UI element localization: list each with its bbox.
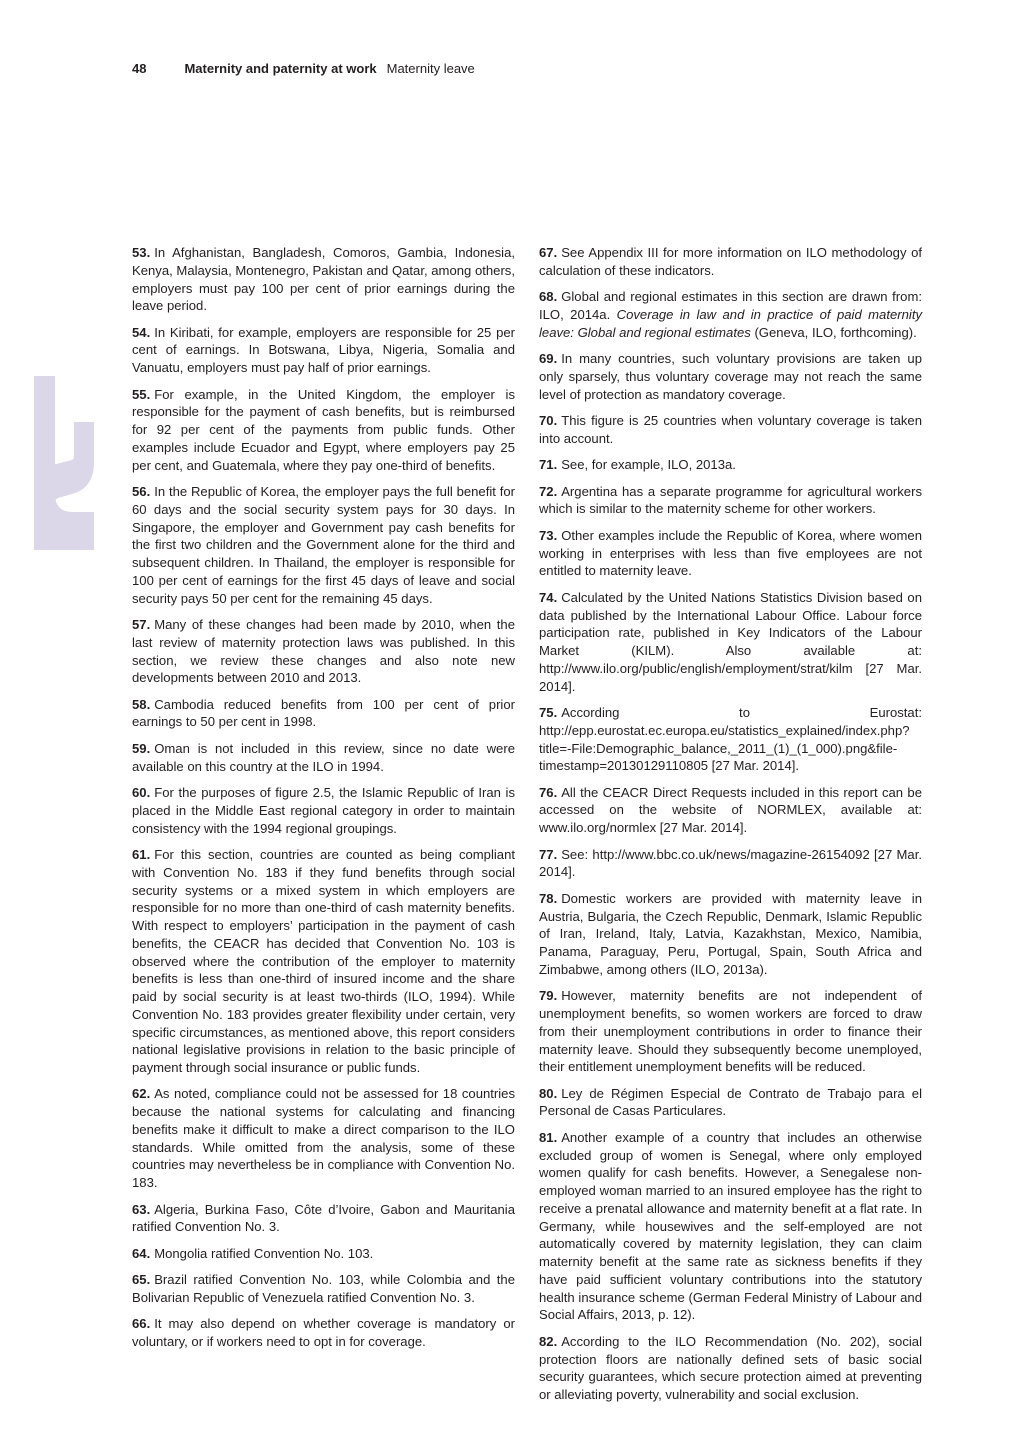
footnote-78	[539, 890, 922, 979]
footnote-number: 67.	[539, 245, 558, 260]
footnote-61	[132, 846, 515, 1077]
footnote-77	[539, 846, 922, 882]
footnote-81	[539, 1129, 922, 1324]
footnote-text: In Kiribati, for example, employers are responsible for 25 per cent of earnings. In Botswana, Libya, Nigeria, Somalia and Vanuatu, employers must pay half of prior earnings.	[132, 324, 515, 376]
footnote-76	[539, 784, 922, 837]
footnote-number: 63.	[132, 1201, 151, 1217]
footnote-text: Another example of a country that includes an otherwise excluded group of women is Senegal, where only employed women qualify for cash benefits. However, a Senegalese non-employed woman married to an insured employee has the right to receive a prenatal allowance and maternity benefit at a flat rate. In Germany, while housewives and the self-employed are not automatically covered by maternity legislation, they can claim maternity benefit at the same rate as sickness benefits if they have paid sufficient voluntary contributions into the statutory health insurance scheme (German Federal Ministry of Labour and Social Affairs, 2013, p. 12).	[539, 1129, 922, 1323]
footnote-text: Many of these changes had been made by 2010, when the last review of maternity protection laws was published. In this section, we review these changes and also note new developments between 2010 and 2013.	[132, 617, 515, 686]
footnote-64	[132, 1245, 515, 1263]
footnote-53	[132, 244, 515, 315]
footnote-68	[539, 288, 922, 341]
footnote-71	[539, 456, 922, 474]
footnote-text: Other examples include the Republic of Korea, where women working in enterprises with less than five employees are not entitled to maternity leave.	[539, 527, 922, 579]
footnote-number: 54.	[132, 324, 151, 340]
footnote-text: According to Eurostat: http://epp.eurostat.ec.europa.eu/statistics_explained/index.php?title=-File:Demographic_balance,_2011_(1)_(1_000).png&file-timestamp=20130129110805 [27 Mar. 2014].	[539, 705, 922, 774]
footnote-number: 82.	[539, 1333, 558, 1349]
footnote-text: In the Republic of Korea, the employer pays the full benefit for 60 days and the social security system pays for 30 days. In Singapore, the employer and Government pay cash benefits for the first two children and the Government alone for the third and subsequent children. In Thailand, the employer is responsible for 100 per cent of earnings for the first 45 days of leave and social security pays 50 per cent for the remaining 45 days.	[132, 484, 515, 606]
footnote-text-continued: (Geneva, ILO, forthcoming).	[750, 324, 917, 340]
footnote-79	[539, 987, 922, 1076]
footnote-70	[539, 412, 922, 448]
footnote-italic-title: Coverage in law and in practice of paid maternity leave: Global and regional estimates	[539, 306, 922, 340]
footnote-60	[132, 784, 515, 837]
footnote-55	[132, 386, 515, 475]
footnote-58	[132, 696, 515, 732]
footnote-number: 75.	[539, 705, 558, 720]
footnote-number: 80.	[539, 1085, 558, 1101]
footnote-text: Global and regional estimates in this section are drawn from: ILO, 2014a.	[539, 289, 922, 322]
footnote-80	[539, 1085, 922, 1121]
chapter-number-glyph	[34, 376, 94, 550]
footnote-text: As noted, compliance could not be assessed for 18 countries because the national systems for calculating and financing benefits make it difficult to make a direct comparison to the ILO standards. While omitted from the analysis, some of these countries may nevertheless be in compliance with Convention No. 183.	[132, 1086, 515, 1191]
footnote-74	[539, 589, 922, 696]
footnote-number: 55.	[132, 386, 151, 402]
left-notes-column	[132, 244, 515, 1360]
book-title: Maternity and paternity at work	[184, 61, 377, 76]
footnote-number: 66.	[132, 1316, 151, 1332]
footnote-text: For this section, countries are counted as being compliant with Convention No. 183 if they fund benefits through social security systems or a mixed system in which employers are responsible for no more than one-third of cash maternity benefits. With respect to employers’ participation in the payment of cash benefits, the CEACR has decided that Convention No. 103 is observed where the contribution of the employer to maternity benefits is less than one-third of insured income and the share paid by social security is at least two-thirds (ILO, 1994). While Convention No. 183 provides greater flexibility under certain, very specific circumstances, as mentioned above, this report considers national legislative provisions in relation to the basic principle of payment through social insurance or public funds.	[132, 847, 515, 1075]
footnote-number: 69.	[539, 351, 558, 367]
running-header	[132, 61, 475, 77]
footnote-text: See: http://www.bbc.co.uk/news/magazine-26154092 [27 Mar. 2014].	[539, 846, 922, 880]
footnote-62	[132, 1085, 515, 1192]
footnote-75	[539, 704, 922, 775]
footnote-number: 77.	[539, 846, 558, 862]
footnote-number: 78.	[539, 890, 558, 906]
footnote-number: 64.	[132, 1245, 151, 1261]
footnote-number: 68.	[539, 289, 558, 305]
footnote-text: Oman is not included in this review, since no date were available on this country at the ILO in 1994.	[132, 740, 515, 774]
footnote-number: 57.	[132, 617, 151, 632]
footnote-number: 72.	[539, 483, 558, 499]
footnote-number: 56.	[132, 484, 151, 500]
footnote-73	[539, 527, 922, 580]
footnote-text: Brazil ratified Convention No. 103, while Colombia and the Bolivarian Republic of Venezuela ratified Convention No. 3.	[132, 1272, 515, 1305]
footnote-number: 53.	[132, 245, 151, 260]
footnote-number: 59.	[132, 740, 151, 756]
footnote-number: 81.	[539, 1129, 558, 1145]
footnote-text: In Afghanistan, Bangladesh, Comoros, Gambia, Indonesia, Kenya, Malaysia, Montenegro, Pakistan and Qatar, among others, employers must pay 100 per cent of prior earnings during the leave period.	[132, 245, 515, 314]
footnote-72	[539, 483, 922, 519]
page-number: 48	[132, 61, 147, 76]
footnote-text: Mongolia ratified Convention No. 103.	[154, 1245, 374, 1261]
footnote-82	[539, 1333, 922, 1404]
footnote-text: According to the ILO Recommendation (No. 202), social protection floors are nationally defined sets of basic social security guarantees, which secure protection aimed at preventing or alleviating poverty, vulnerability and social exclusion.	[539, 1333, 922, 1403]
footnote-text: All the CEACR Direct Requests included in this report can be accessed on the website of NORMLEX, available at: www.ilo.org/normlex [27 Mar. 2014].	[539, 784, 922, 836]
footnote-text: Calculated by the United Nations Statistics Division based on data published by the International Labour Office. Labour force participation rate, published in Key Indicators of the Labour Market (KILM). Also available at: http://www.ilo.org/public/english/employment/strat/kilm [27 Mar. 2014].	[539, 589, 922, 694]
chapter-number-marker	[34, 376, 94, 550]
footnote-number: 61.	[132, 847, 151, 862]
footnote-number: 58.	[132, 696, 151, 712]
footnote-number: 62.	[132, 1086, 151, 1102]
footnote-69	[539, 350, 922, 403]
footnote-text: See, for example, ILO, 2013a.	[561, 457, 736, 473]
footnote-text: Ley de Régimen Especial de Contrato de Trabajo para el Personal de Casas Particulares.	[539, 1085, 922, 1119]
footnote-number: 60.	[132, 785, 151, 801]
footnote-text: Domestic workers are provided with maternity leave in Austria, Bulgaria, the Czech Republic, Denmark, Islamic Republic of Iran, Ireland, Italy, Latvia, Kazakhstan, Mexico, Namibia, Panama, Paraguay, Peru, Portugal, Spain, South Africa and Zimbabwe, among others (ILO, 2013a).	[539, 890, 922, 977]
footnote-65	[132, 1271, 515, 1307]
footnote-57	[132, 616, 515, 687]
footnote-text: Argentina has a separate programme for agricultural workers which is similar to the maternity scheme for other workers.	[539, 483, 922, 517]
footnote-number: 71.	[539, 457, 558, 473]
footnote-text: However, maternity benefits are not independent of unemployment benefits, so women workers are forced to draw from their unemployment contributions in order to finance their maternity leave. Should they subsequently become unemployed, their entitlement unemployment benefits will be reduced.	[539, 988, 922, 1075]
footnote-text: See Appendix III for more information on ILO methodology of calculation of these indicators.	[539, 245, 922, 278]
footnote-text: It may also depend on whether coverage is mandatory or voluntary, or if workers need to opt in for coverage.	[132, 1316, 515, 1350]
footnote-56	[132, 483, 515, 607]
footnote-text: Cambodia reduced benefits from 100 per cent of prior earnings to 50 per cent in 1998.	[132, 696, 515, 730]
footnote-text: For the purposes of figure 2.5, the Islamic Republic of Iran is placed in the Middle East regional category in order to maintain consistency with the 1994 regional groupings.	[132, 785, 515, 836]
footnote-text: For example, in the United Kingdom, the employer is responsible for the payment of cash benefits, but is reimbursed for 92 per cent of the payments from public funds. Other examples include Ecuador and Egypt, where employers pay 25 per cent, and Guatemala, where they pay one-third of benefits.	[132, 386, 515, 473]
footnote-67	[539, 244, 922, 280]
right-notes-column	[539, 244, 922, 1413]
footnote-number: 74.	[539, 589, 558, 605]
footnote-59	[132, 740, 515, 776]
footnote-number: 79.	[539, 988, 558, 1004]
footnote-63	[132, 1201, 515, 1237]
footnote-text: Algeria, Burkina Faso, Côte d’Ivoire, Gabon and Mauritania ratified Convention No. 3.	[132, 1201, 515, 1235]
section-title: Maternity leave	[386, 61, 475, 76]
footnote-number: 76.	[539, 784, 558, 800]
footnote-text: In many countries, such voluntary provisions are taken up only sparsely, thus voluntary coverage may not reach the same level of protection as mandatory coverage.	[539, 351, 922, 402]
footnote-66	[132, 1315, 515, 1351]
footnote-number: 65.	[132, 1272, 151, 1288]
footnote-54	[132, 324, 515, 377]
footnote-number: 73.	[539, 527, 558, 543]
footnote-number: 70.	[539, 413, 558, 429]
footnote-text: This figure is 25 countries when voluntary coverage is taken into account.	[539, 413, 922, 446]
